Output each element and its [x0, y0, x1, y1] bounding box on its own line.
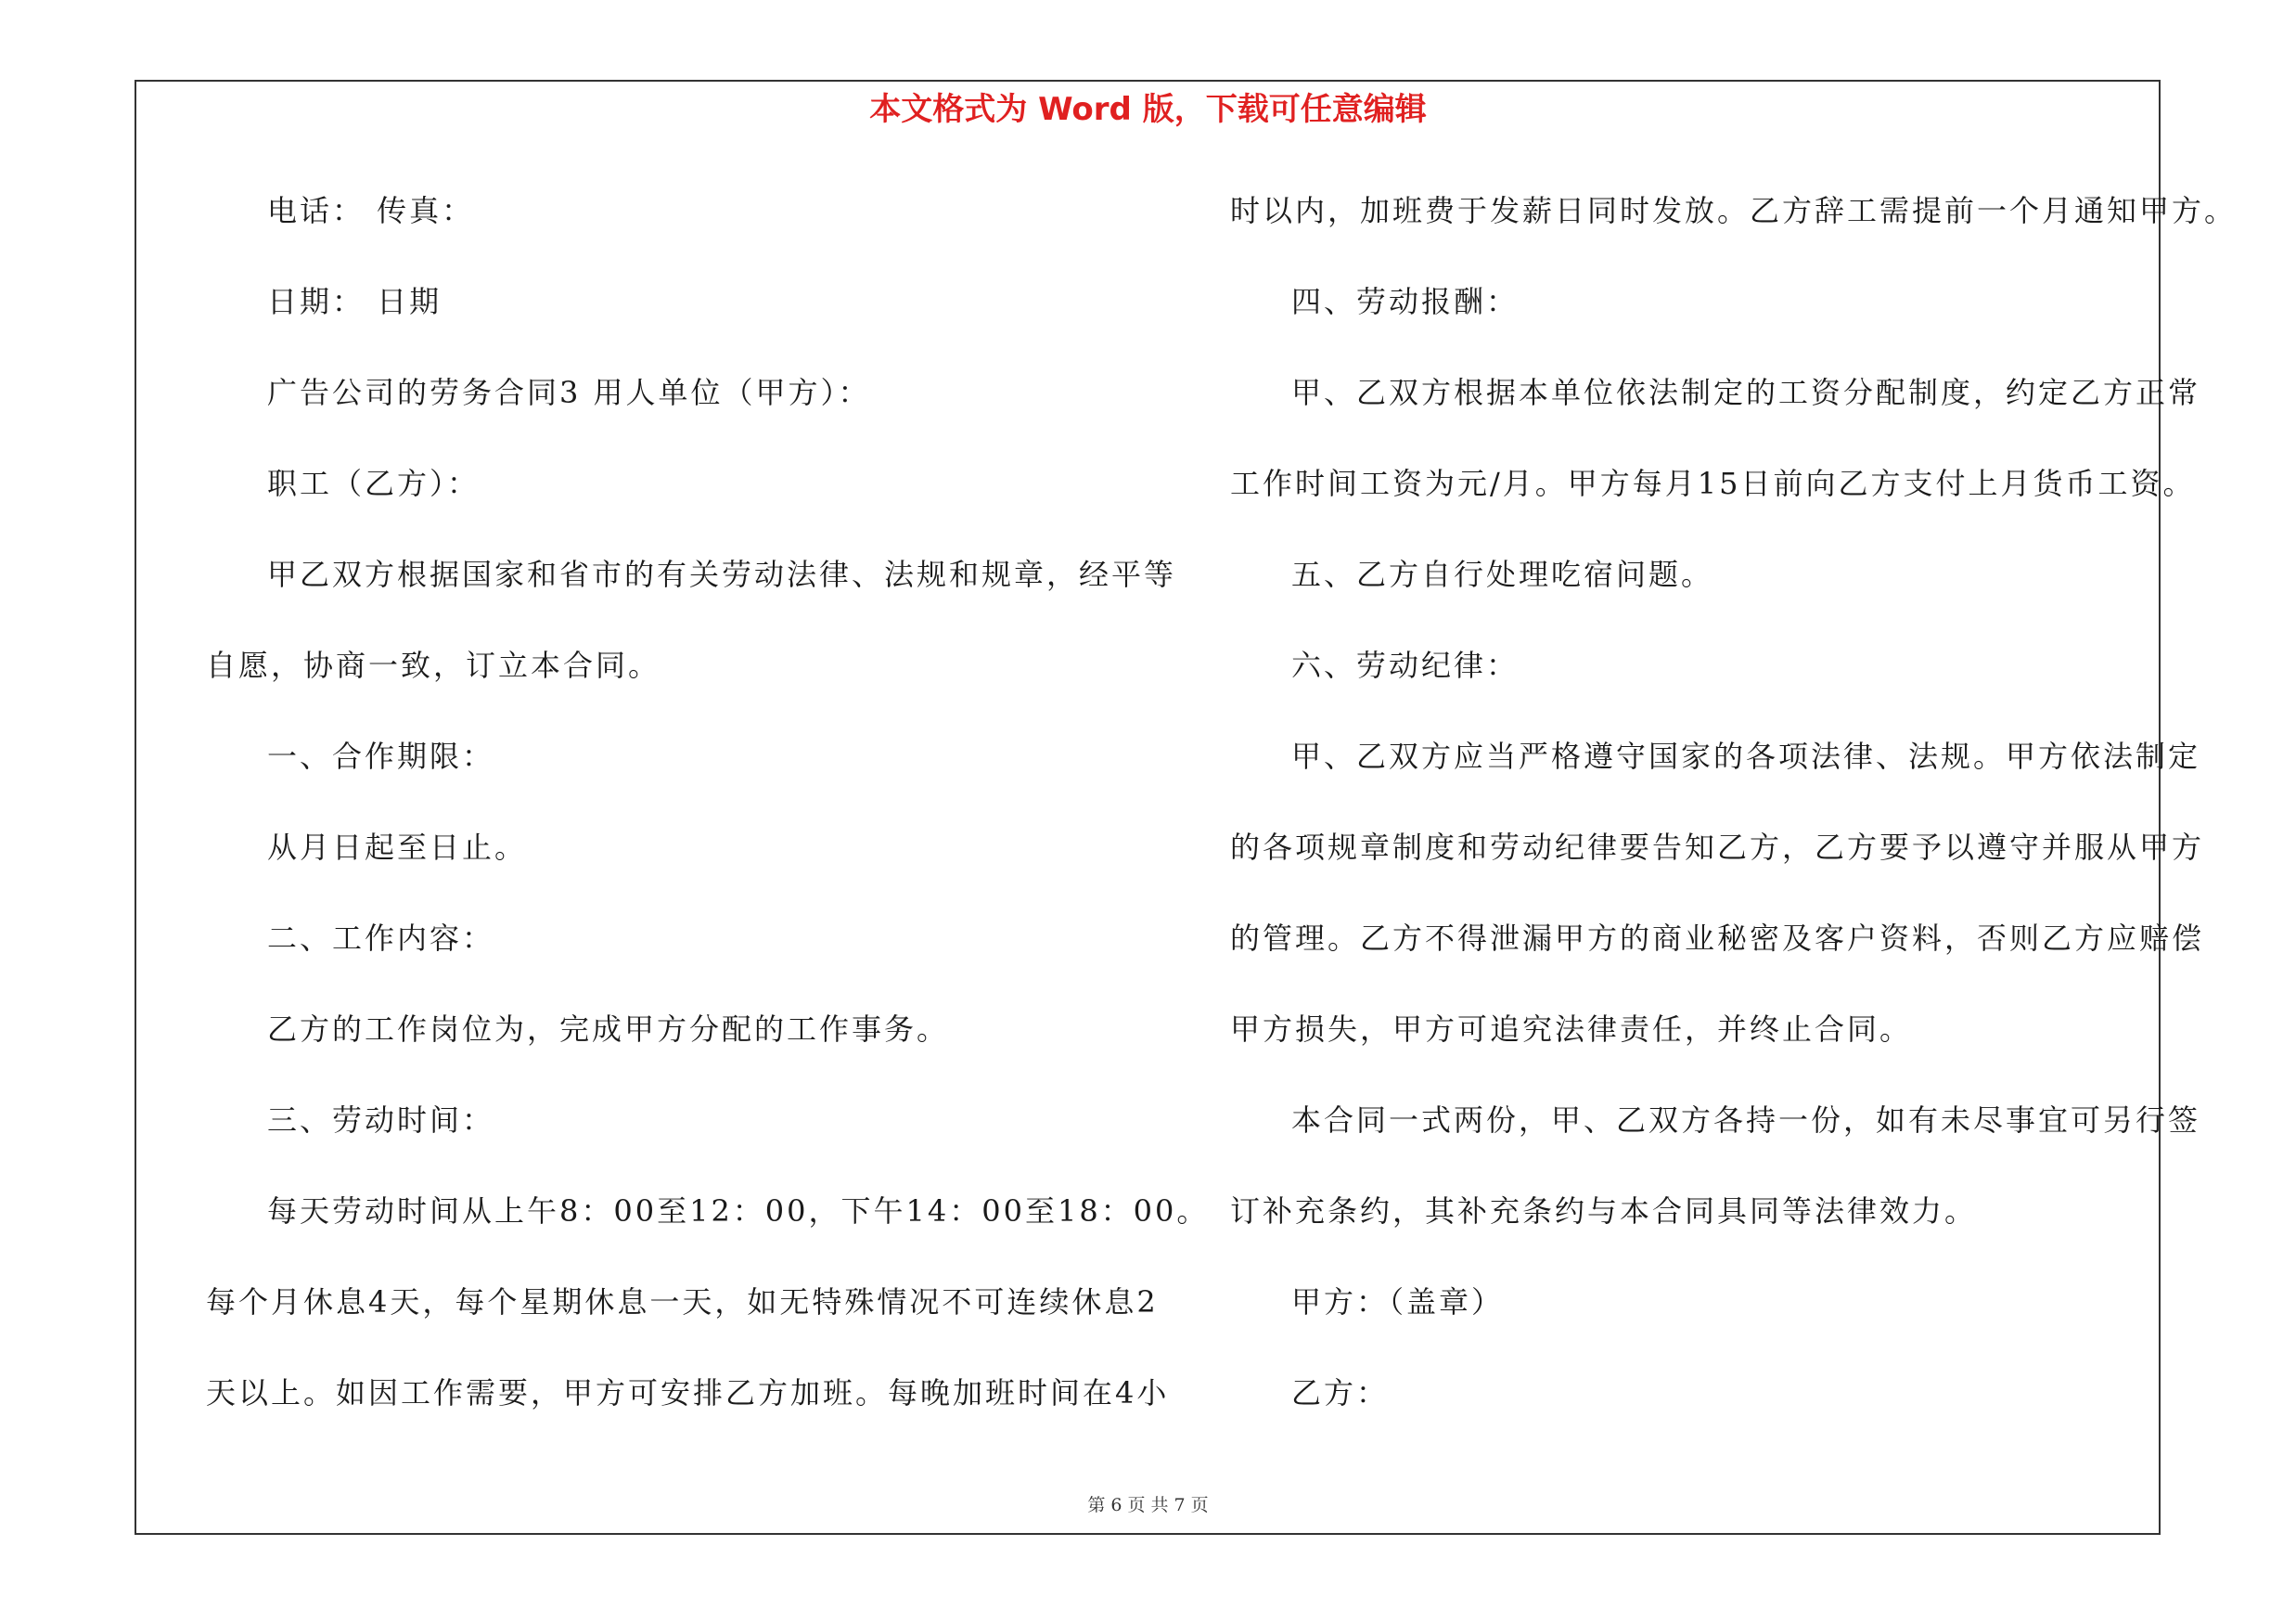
page-number: 第 6 页 共 7 页: [1087, 1495, 1209, 1515]
text-line: 职工（乙方）：: [267, 466, 481, 501]
left-column: [206, 182, 1210, 1455]
text-line: 的各项规章制度和劳动纪律要告知乙方，乙方要予以遵守并服从甲方: [1230, 830, 2205, 865]
text-line: 本合同一式两份，甲、乙双方各持一份，如有未尽事宜可另行签: [1291, 1102, 2201, 1138]
text-line: 每天劳动时间从上午8：00至12：00，下午14：00至18：00。: [267, 1193, 1210, 1229]
text-line: 日期： 日期: [267, 284, 443, 319]
format-banner: 本文格式为 Word 版，下载可任意编辑: [869, 91, 1427, 128]
text-line: 五、乙方自行处理吃宿问题。: [1291, 557, 1714, 592]
text-line: 甲方损失，甲方可追究法律责任，并终止合同。: [1230, 1011, 1913, 1047]
text-line: 的管理。乙方不得泄漏甲方的商业秘密及客户资料，否则乙方应赔偿: [1230, 921, 2205, 956]
text-line: 广告公司的劳务合同3 用人单位（甲方）：: [267, 375, 871, 410]
text-line: 一、合作期限：: [267, 739, 495, 774]
text-line: 自愿，协商一致，订立本合同。: [206, 648, 661, 683]
text-line: 四、劳动报酬：: [1291, 284, 1520, 319]
right-column: [1230, 182, 2238, 1455]
text-line: 二、工作内容：: [267, 921, 495, 956]
text-line: 工作时间工资为元/月。甲方每月15日前向乙方支付上月货币工资。: [1230, 466, 2196, 501]
text-line: 三、劳动时间：: [267, 1102, 495, 1138]
text-line: 每个月休息4天，每个星期休息一天，如无特殊情况不可连续休息2: [206, 1284, 1159, 1320]
text-line: 天以上。如因工作需要，甲方可安排乙方加班。每晚加班时间在4小: [206, 1375, 1170, 1410]
text-line: 乙方：: [1291, 1375, 1390, 1410]
text-line: 甲乙双方根据国家和省市的有关劳动法律、法规和规章，经平等: [267, 557, 1177, 592]
text-line: 订补充条约，其补充条约与本合同具同等法律效力。: [1230, 1193, 1978, 1229]
text-line: 从月日起至日止。: [267, 830, 528, 865]
text-line: 乙方的工作岗位为，完成甲方分配的工作事务。: [267, 1011, 950, 1047]
text-line: 甲、乙双方根据本单位依法制定的工资分配制度，约定乙方正常: [1291, 375, 2201, 410]
text-line: 甲方：（盖章）: [1291, 1284, 1505, 1320]
text-line: 甲、乙双方应当严格遵守国家的各项法律、法规。甲方依法制定: [1291, 739, 2201, 774]
text-line: 电话： 传真：: [267, 193, 475, 228]
text-line: 六、劳动纪律：: [1291, 648, 1520, 683]
text-line: 时以内，加班费于发薪日同时发放。乙方辞工需提前一个月通知甲方。: [1230, 193, 2238, 228]
